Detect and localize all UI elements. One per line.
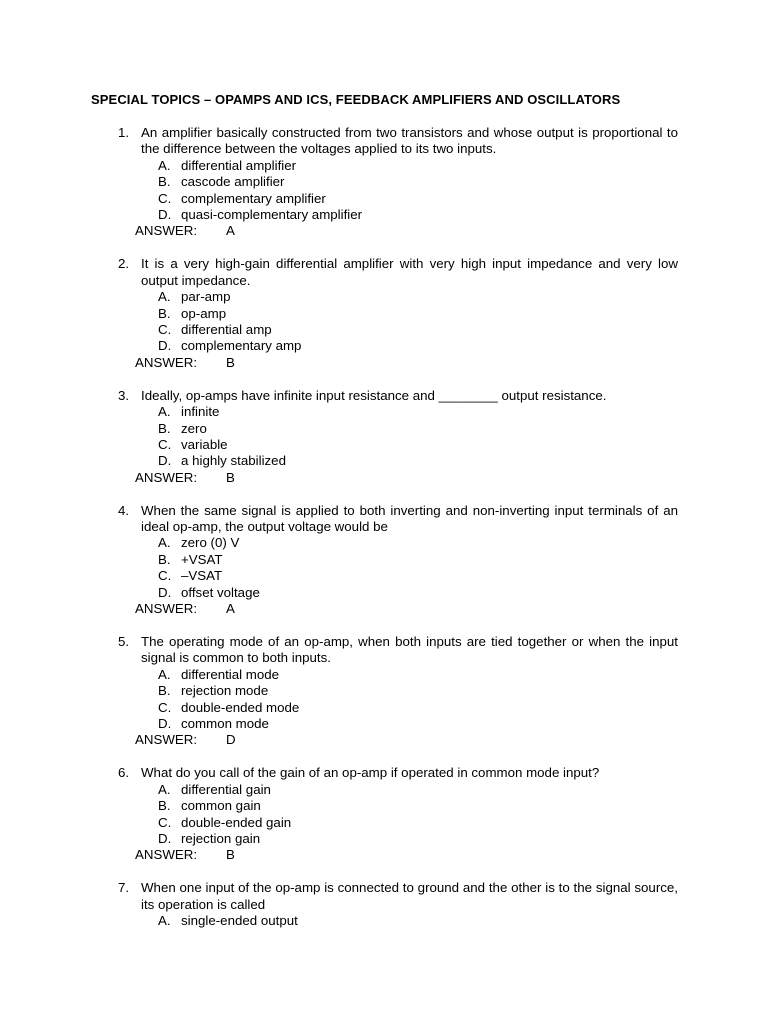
question-list [0, 125, 768, 946]
option-letter: A. [158, 913, 171, 929]
option-item [0, 552, 768, 568]
option-list [0, 404, 768, 470]
option-list [0, 913, 768, 929]
page-title: SPECIAL TOPICS – OPAMPS AND ICS, FEEDBACK AMPLIFIERS AND OSCILLATORS [91, 92, 621, 107]
option-text: +VSAT [181, 551, 223, 567]
option-letter: C. [158, 699, 172, 715]
option-text: double-ended mode [181, 699, 300, 715]
option-item [0, 404, 768, 420]
answer-value: B [226, 354, 235, 370]
option-item [0, 158, 768, 174]
option-item [0, 700, 768, 716]
option-text: zero (0) V [181, 535, 240, 551]
question-item [0, 503, 768, 618]
question-row [0, 634, 678, 667]
question-number: 2. [118, 256, 130, 272]
answer-label: ANSWER: [135, 732, 198, 748]
option-text: cascode amplifier [181, 174, 285, 190]
option-item [0, 716, 768, 732]
question-row [0, 765, 678, 781]
option-text: complementary amplifier [181, 190, 326, 206]
option-letter: A. [158, 535, 171, 551]
option-item [0, 421, 768, 437]
question-item [0, 388, 768, 486]
answer-label: ANSWER: [135, 469, 198, 485]
option-letter: C. [158, 814, 172, 830]
option-item [0, 815, 768, 831]
answer-label: ANSWER: [135, 223, 198, 239]
option-item [0, 191, 768, 207]
option-item [0, 535, 768, 551]
option-text: complementary amp [181, 338, 302, 354]
question-text: Ideally, op-amps have infinite input resistance and ________ output resistance. [141, 387, 607, 403]
answer-value: B [226, 469, 235, 485]
option-text: common gain [181, 798, 261, 814]
question-row [0, 880, 678, 913]
option-letter: D. [158, 716, 172, 731]
question-text: It is a very high-gain differential amplifier with very high input impedance and very low output impedance. [141, 256, 678, 288]
answer-row [0, 847, 768, 863]
option-text: a highly stabilized [181, 453, 286, 469]
answer-row [0, 223, 768, 239]
question-item [0, 765, 768, 863]
option-text: op-amp [181, 305, 227, 321]
question-row [0, 503, 678, 536]
question-row [0, 388, 678, 404]
option-letter: B. [158, 420, 171, 436]
question-number: 4. [118, 502, 130, 518]
question-number: 7. [118, 880, 130, 896]
question-row [0, 125, 678, 158]
option-text: offset voltage [181, 584, 260, 600]
option-text: double-ended gain [181, 814, 292, 830]
option-item [0, 322, 768, 338]
option-text: zero [181, 420, 207, 436]
option-text: par-amp [181, 289, 231, 305]
answer-label: ANSWER: [135, 354, 198, 370]
option-text: rejection mode [181, 683, 269, 699]
option-item [0, 667, 768, 683]
answer-row [0, 601, 768, 617]
option-item [0, 207, 768, 223]
option-text: variable [181, 436, 228, 452]
option-letter: C. [158, 190, 172, 206]
option-item [0, 913, 768, 929]
option-letter: B. [158, 174, 171, 190]
question-row [0, 256, 678, 289]
question-item [0, 125, 768, 240]
option-letter: C. [158, 436, 172, 452]
option-letter: A. [158, 781, 171, 797]
answer-label: ANSWER: [135, 847, 198, 863]
option-letter: D. [158, 830, 172, 846]
option-letter: D. [158, 338, 172, 354]
option-letter: B. [158, 305, 171, 321]
question-item [0, 634, 768, 749]
question-text: An amplifier basically constructed from two transistors and whose output is proportional to the difference between the voltages applied to its two inputs. [141, 125, 678, 157]
option-text: –VSAT [181, 568, 223, 584]
answer-row [0, 470, 768, 486]
option-item [0, 437, 768, 453]
question-number: 6. [118, 765, 130, 781]
option-list [0, 158, 768, 224]
question-item [0, 880, 768, 929]
option-item [0, 831, 768, 847]
option-list [0, 535, 768, 601]
option-text: differential gain [181, 781, 271, 797]
option-letter: A. [158, 666, 171, 682]
option-text: differential amp [181, 321, 272, 337]
option-item [0, 585, 768, 601]
option-text: common mode [181, 716, 269, 731]
answer-value: D [226, 732, 236, 748]
answer-value: A [226, 223, 235, 239]
option-list [0, 289, 768, 355]
option-item [0, 453, 768, 469]
option-item [0, 306, 768, 322]
option-list [0, 667, 768, 733]
option-text: single-ended output [181, 913, 298, 929]
option-letter: B. [158, 798, 171, 814]
question-text: When one input of the op-amp is connected to ground and the other is to the signal source, its operation is called [141, 880, 678, 912]
option-item [0, 683, 768, 699]
option-text: rejection gain [181, 830, 261, 846]
option-letter: A. [158, 289, 171, 305]
option-item [0, 568, 768, 584]
option-letter: A. [158, 404, 171, 420]
question-text: What do you call of the gain of an op-amp if operated in common mode input? [141, 765, 600, 781]
option-letter: D. [158, 453, 172, 469]
option-item [0, 338, 768, 354]
question-text: When the same signal is applied to both inverting and non-inverting input terminals of an ideal op-amp, the output voltage would be [141, 502, 678, 535]
option-letter: A. [158, 157, 171, 173]
option-item [0, 782, 768, 798]
option-letter: C. [158, 321, 172, 337]
question-item [0, 256, 768, 371]
question-number: 3. [118, 387, 130, 403]
option-letter: B. [158, 551, 171, 567]
option-letter: C. [158, 568, 172, 584]
answer-row [0, 355, 768, 371]
question-number: 5. [118, 633, 130, 649]
question-number: 1. [118, 125, 130, 140]
option-text: quasi-complementary amplifier [181, 207, 363, 223]
option-text: infinite [181, 404, 220, 420]
option-item [0, 174, 768, 190]
answer-value: A [226, 601, 235, 617]
option-text: differential mode [181, 666, 280, 682]
option-list [0, 782, 768, 848]
answer-value: B [226, 847, 235, 863]
answer-label: ANSWER: [135, 601, 198, 617]
option-letter: D. [158, 207, 172, 223]
option-text: differential amplifier [181, 157, 297, 173]
option-letter: B. [158, 683, 171, 699]
option-item [0, 798, 768, 814]
answer-row [0, 732, 768, 748]
option-item [0, 289, 768, 305]
question-text: The operating mode of an op-amp, when both inputs are tied together or when the input signal is common to both inputs. [141, 633, 678, 666]
option-letter: D. [158, 584, 172, 600]
